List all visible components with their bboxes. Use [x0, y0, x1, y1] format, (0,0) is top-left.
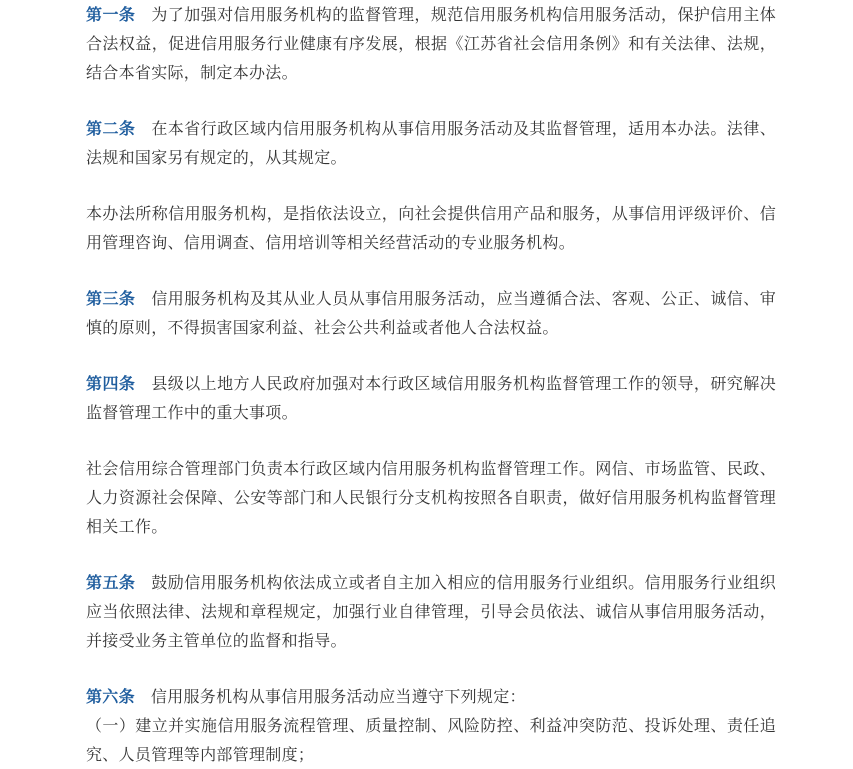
- article-text: 为了加强对信用服务机构的监督管理，规范信用服务机构信用服务活动，保护信用主体合法权益，促进信用服务行业健康有序发展，根据《江苏省社会信用条例》和有关法律、法规，结合本省实际，制定本办法。: [86, 5, 776, 82]
- article-3: [86, 284, 776, 342]
- paragraph-text: 本办法所称信用服务机构，是指依法设立，向社会提供信用产品和服务，从事信用评级评价、信用管理咨询、信用调查、信用培训等相关经营活动的专业服务机构。: [86, 204, 776, 252]
- article-label: 第一条: [86, 5, 136, 24]
- article-6-item-1: [86, 711, 776, 769]
- list-item-text: （一）建立并实施信用服务流程管理、质量控制、风险防控、利益冲突防范、投诉处理、责任追究、人员管理等内部管理制度；: [86, 716, 776, 764]
- article-label: 第二条: [86, 119, 136, 138]
- article-label: 第五条: [86, 573, 136, 592]
- article-1: [86, 0, 776, 87]
- article-text: 信用服务机构从事信用服务活动应当遵守下列规定：: [150, 687, 526, 706]
- article-label: 第三条: [86, 289, 136, 308]
- article-4: [86, 369, 776, 427]
- article-5: [86, 568, 776, 655]
- article-text: 信用服务机构及其从业人员从事信用服务活动，应当遵循合法、客观、公正、诚信、审慎的原则，不得损害国家利益、社会公共利益或者他人合法权益。: [86, 289, 776, 337]
- article-label: 第六条: [86, 687, 135, 706]
- article-text: 县级以上地方人民政府加强对本行政区域信用服务机构监督管理工作的领导，研究解决监督管理工作中的重大事项。: [86, 374, 776, 422]
- article-text: 在本省行政区域内信用服务机构从事信用服务活动及其监督管理，适用本办法。法律、法规和国家另有规定的，从其规定。: [86, 119, 776, 167]
- regulation-document: [86, 0, 776, 769]
- article-2: [86, 114, 776, 172]
- article-text: 鼓励信用服务机构依法成立或者自主加入相应的信用服务行业组织。信用服务行业组织应当依照法律、法规和章程规定，加强行业自律管理，引导会员依法、诚信从事信用服务活动，并接受业务主管单位的监督和指导。: [86, 573, 776, 650]
- article-label: 第四条: [86, 374, 136, 393]
- article-4-paragraph-2: [86, 454, 776, 541]
- paragraph-text: 社会信用综合管理部门负责本行政区域内信用服务机构监督管理工作。网信、市场监管、民政、人力资源社会保障、公安等部门和人民银行分支机构按照各自职责，做好信用服务机构监督管理相关工作。: [86, 459, 776, 536]
- article-6: [86, 682, 776, 711]
- article-2-paragraph-2: [86, 199, 776, 257]
